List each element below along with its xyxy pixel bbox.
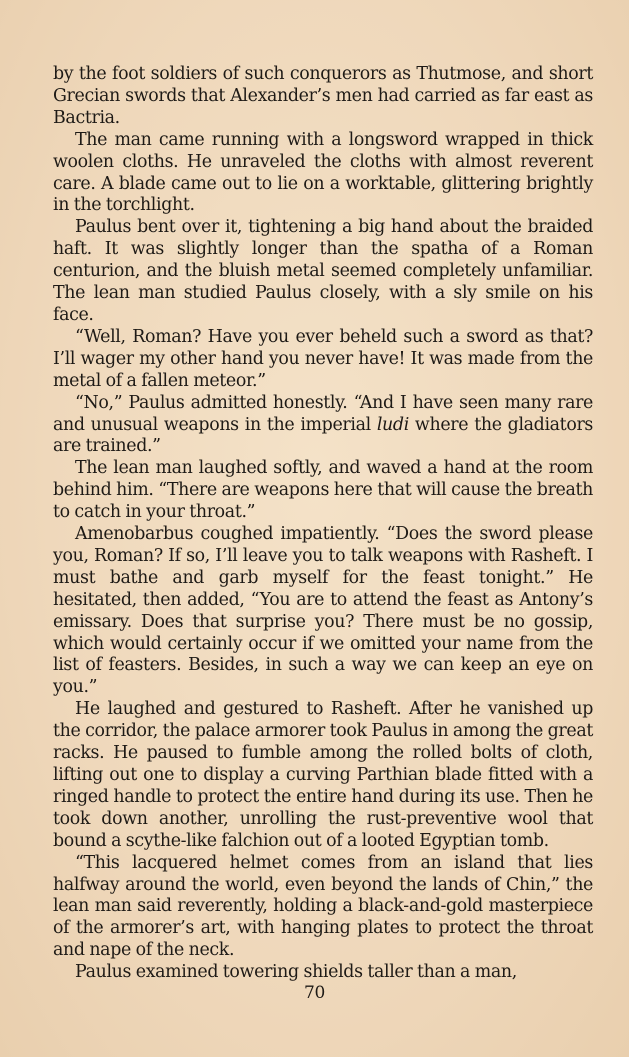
body-text — [53, 64, 593, 984]
page-number: 70 — [303, 983, 326, 1003]
paragraph-4: “Well, Roman? Have you ever beheld such a sword as that? I’ll wager my other hand you never have! It was made from the metal of a fallen meteor.” — [53, 326, 593, 391]
paragraph-5 — [53, 393, 593, 459]
paragraph-1: by the foot soldiers of such conquerors as Thutmose, and short Grecian swords that Alexander’s men had carried as far east as Bactria. — [53, 64, 593, 128]
paragraph-8: He laughed and gestured to Rasheft. After he vanished up the corridor, the palace armorer took Paulus in among the great racks. He paused to fumble among the rolled bolts of cloth, lifting out one to display a curving Parthian blade fitted with a ringed handle to protect the entire hand during its use. Then he took down another, unrolling the rust-preventive wool that bound a scythe-like falchion out of a looted Egyptian tomb. — [53, 699, 593, 851]
paragraph-5-text-after: where the gladiators are trained.” — [53, 414, 593, 457]
paragraph-9: “This lacquered helmet comes from an island that lies halfway around the world, even beyond the lands of Chin,” the lean man said reverently, holding a black-and-gold masterpiece of the armorer’s art, with hanging plates to protect the throat and nape of the neck. — [53, 852, 593, 961]
paragraph-2: The man came running with a longsword wrapped in thick woolen cloths. He unraveled the cloths with almost reverent care. A blade came out to lie on a worktable, glittering brightly in the torchlight. — [53, 129, 593, 216]
paragraph-6: The lean man laughed softly, and waved a hand at the room behind him. “There are weapons here that will cause the breath to catch in your throat.” — [53, 458, 593, 523]
paragraph-7: Amenobarbus coughed impatiently. “Does the sword please you, Roman? If so, I’ll leave you to talk weapons with Rasheft. I must bathe and garb myself for the feast tonight.” He hesitated, then added, “You are to attend the feast as Antony’s emissary. Does that surprise you? There must be no gossip, which would certainly occur if we omitted your name from the list of feasters. Besides, in such a way we can keep an eye on you.” — [53, 524, 593, 698]
paragraph-10: Paulus examined towering shields taller than a man, — [75, 962, 517, 983]
paragraph-3: Paulus bent over it, tightening a big hand about the braided haft. It was slightly longer than the spatha of a Roman centurion, and the bluish metal seemed completely unfamiliar. The lean man studied Paulus closely, with a sly smile on his face. — [53, 217, 593, 325]
paragraph-5-text-before: “No,” Paulus admitted honestly. “And I have seen many rare and unusual weapons in the imperial — [53, 392, 593, 435]
paragraph-5-italic-word: ludi — [376, 414, 409, 435]
